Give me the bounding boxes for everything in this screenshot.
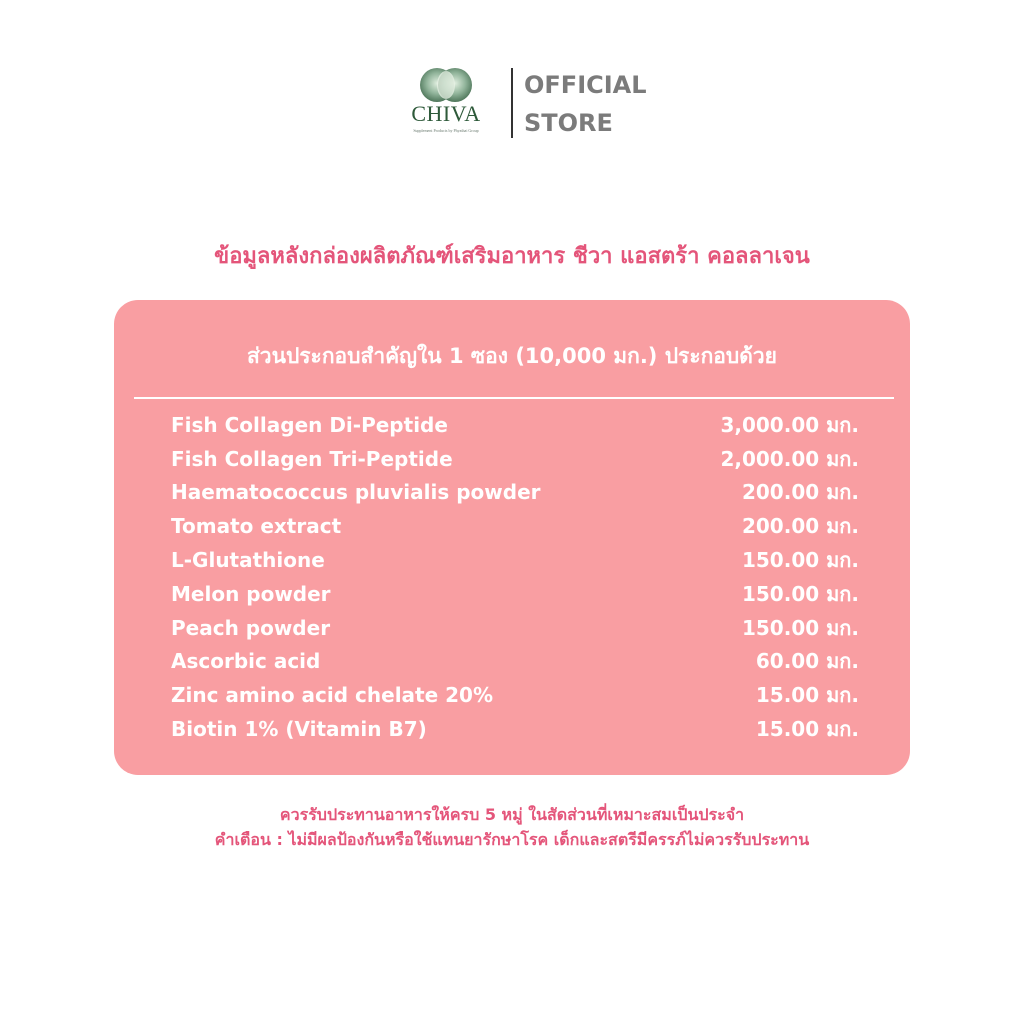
chiva-leaf-icon (417, 65, 475, 105)
ingredients-card (114, 300, 910, 775)
brand-header (396, 62, 656, 142)
ingredient-name: Ascorbic acid (171, 649, 321, 674)
logo-wordmark: CHIVA (411, 101, 481, 126)
chiva-logo (396, 62, 496, 142)
official-store-label (524, 66, 647, 142)
ingredient-name: Haematococcus pluvialis powder (171, 480, 541, 505)
dietary-advice: ควรรับประทานอาหารให้ครบ 5 หมู่ ในสัดส่วนที่เหมาะสมเป็นประจำ (279, 805, 745, 824)
ingredient-name: Peach powder (171, 615, 331, 640)
ingredient-name: Fish Collagen Di-Peptide (171, 412, 448, 437)
ingredient-amount: 200.00 มก. (741, 514, 859, 539)
ingredient-row (171, 476, 859, 510)
ingredient-row (171, 442, 859, 476)
ingredient-row (171, 509, 859, 543)
ingredient-amount: 200.00 มก. (741, 480, 859, 505)
store-label-line2: STORE (524, 109, 613, 137)
card-title: ส่วนประกอบสำคัญใน 1 ซอง (10,000 มก.) ประกอบด้วย (246, 344, 777, 368)
ingredient-amount: 150.00 มก. (741, 548, 859, 573)
ingredient-name: Biotin 1% (Vitamin B7) (171, 717, 427, 742)
ingredient-row (171, 611, 859, 645)
ingredient-row (171, 678, 859, 712)
warning-text: คำเตือน : ไม่มีผลป้องกันหรือใช้แทนยารักษาโรค เด็กและสตรีมีครรภ์ไม่ควรรับประทาน (214, 830, 810, 849)
page-title: ข้อมูลหลังกล่องผลิตภัณฑ์เสริมอาหาร ชีวา แอสตร้า คอลลาเจน (214, 244, 810, 269)
ingredient-row (171, 645, 859, 679)
ingredient-list (171, 408, 859, 746)
ingredient-amount: 3,000.00 มก. (720, 412, 859, 437)
ingredient-amount: 60.00 มก. (755, 649, 859, 674)
ingredient-amount: 2,000.00 มก. (720, 446, 859, 471)
ingredient-row (171, 408, 859, 442)
brand-divider (511, 68, 513, 138)
ingredient-row (171, 712, 859, 746)
logo-tagline: Supplement Products by Phyathai Group (413, 128, 479, 133)
store-label-line1: OFFICIAL (524, 71, 647, 99)
ingredient-amount: 150.00 มก. (741, 581, 859, 606)
ingredient-name: Tomato extract (171, 514, 342, 539)
ingredient-amount: 15.00 มก. (755, 683, 859, 708)
ingredient-name: Melon powder (171, 581, 331, 606)
ingredient-amount: 150.00 มก. (741, 615, 859, 640)
card-divider (134, 397, 894, 399)
ingredient-name: Zinc amino acid chelate 20% (171, 683, 494, 708)
disclaimer-notes (0, 802, 1024, 852)
ingredient-amount: 15.00 มก. (755, 717, 859, 742)
ingredient-name: L-Glutathione (171, 548, 325, 573)
ingredient-name: Fish Collagen Tri-Peptide (171, 446, 453, 471)
ingredient-row (171, 543, 859, 577)
ingredient-row (171, 577, 859, 611)
